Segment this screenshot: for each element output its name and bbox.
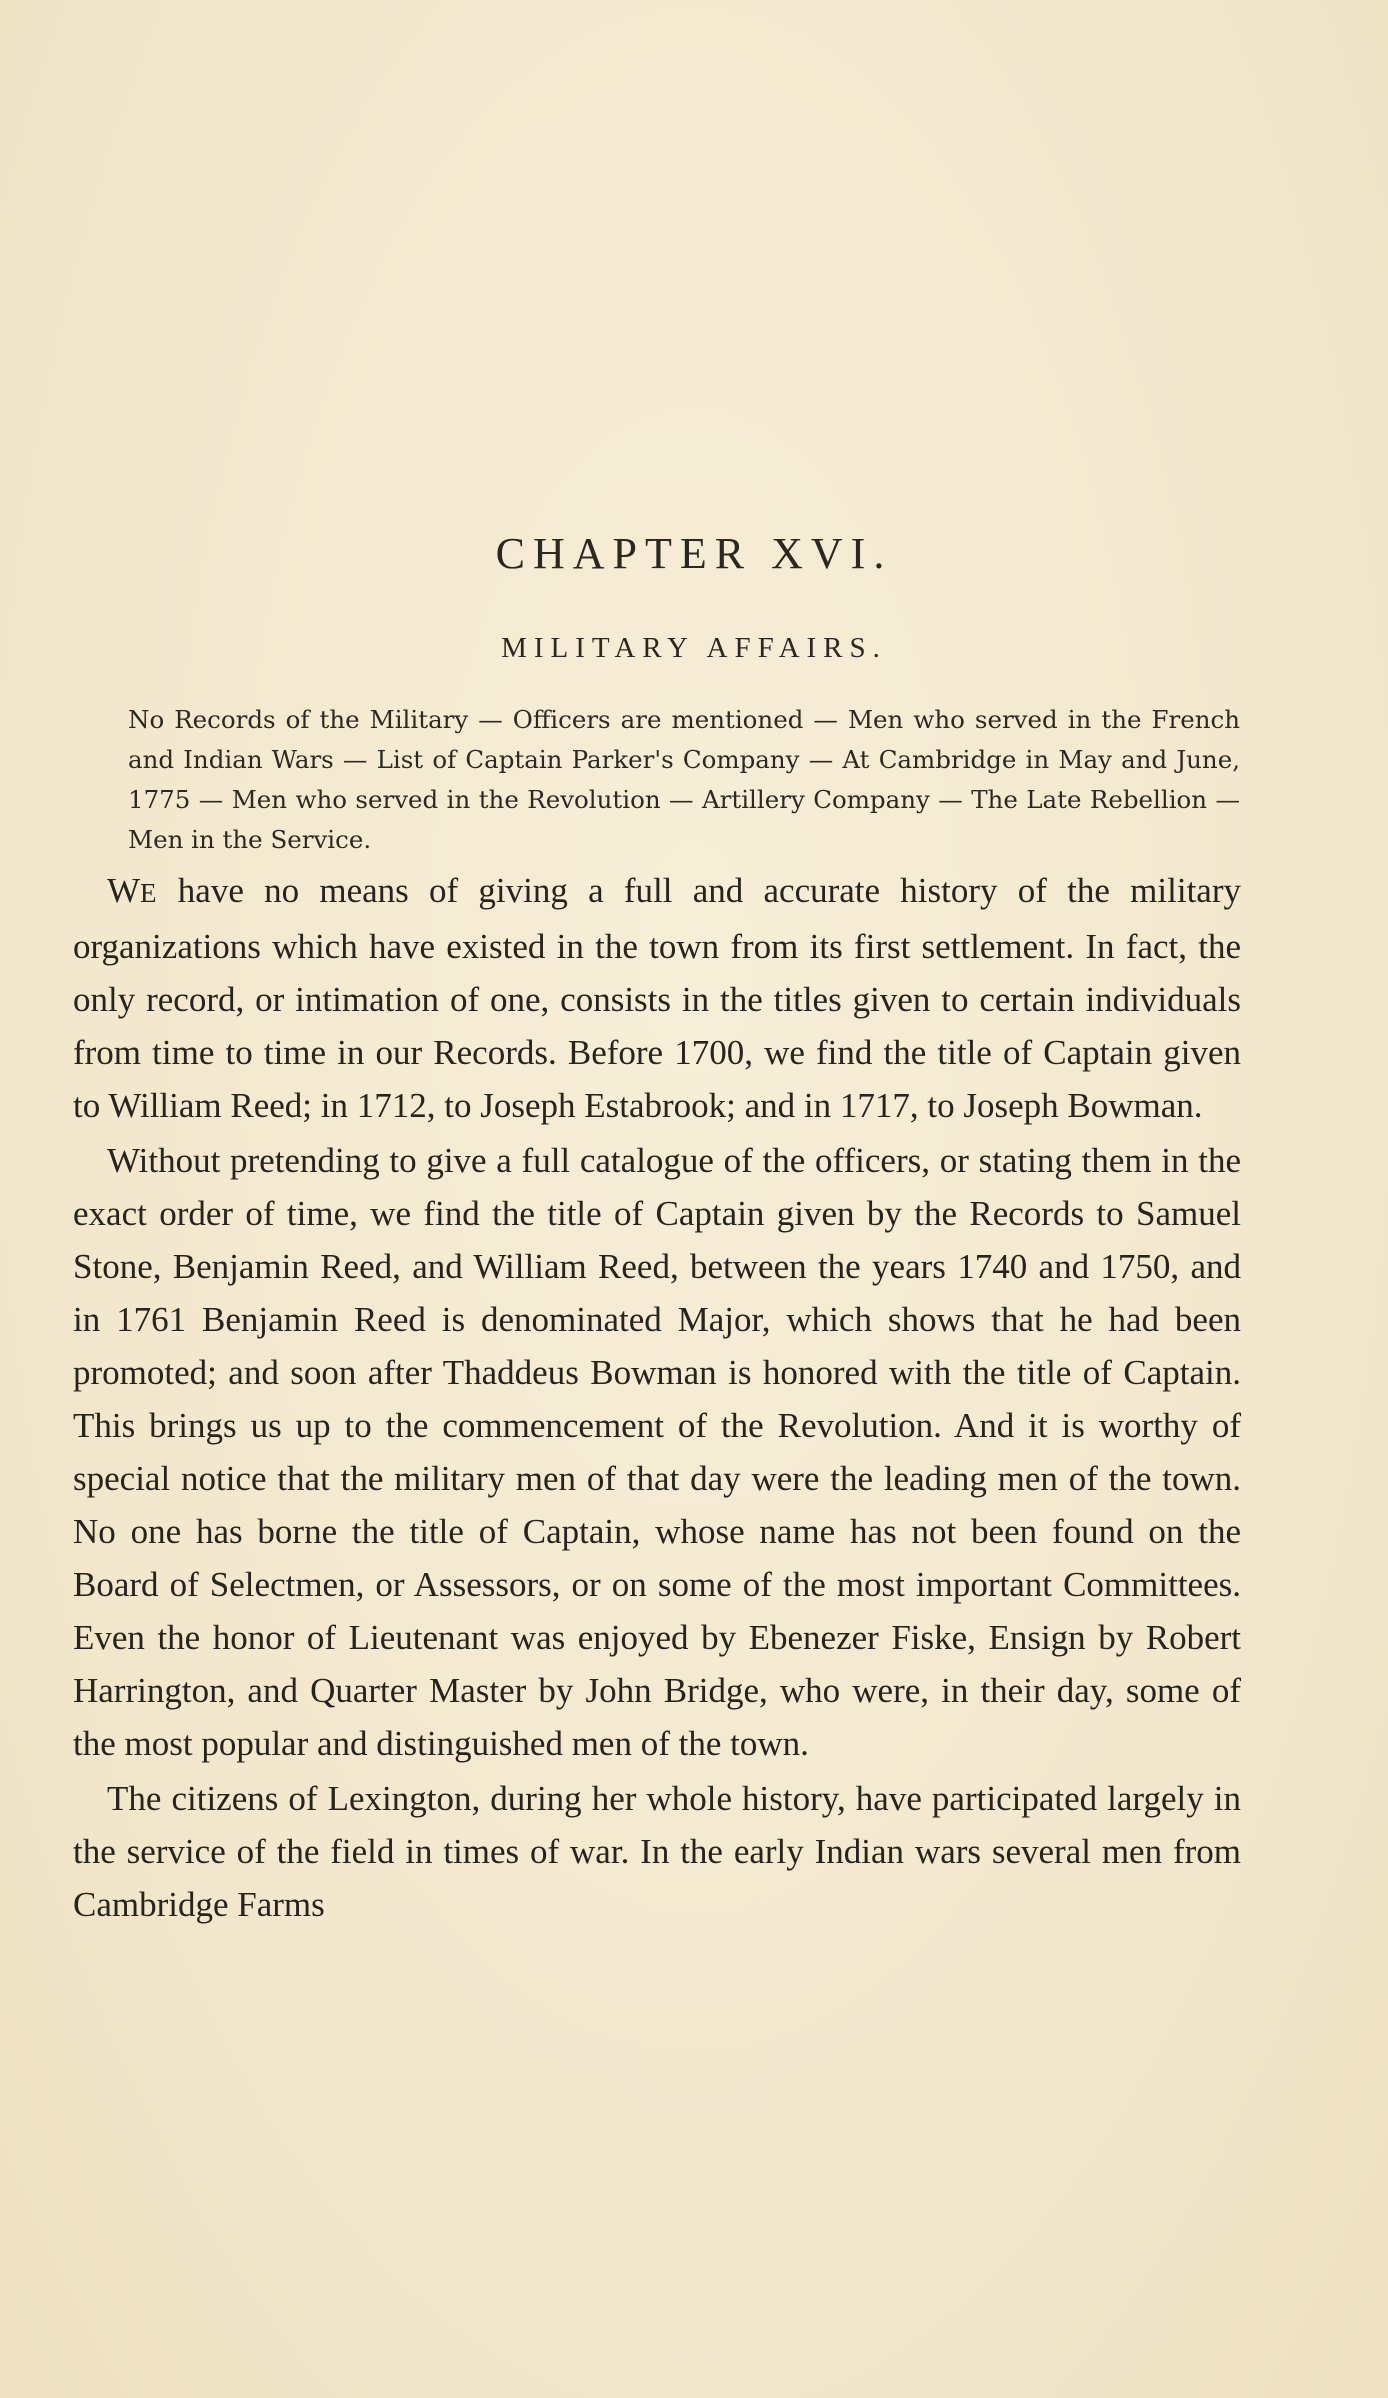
opening-smallcaps: E <box>140 878 158 908</box>
chapter-title: CHAPTER XVI. <box>495 529 893 578</box>
opening-initial: W <box>107 871 141 910</box>
chapter-body <box>73 864 1241 1931</box>
chapter-synopsis: No Records of the Military — Officers are mentioned — Men who served in the French and Indian Wars — List of Captain Parker's Company — At Cambridge in May and June, 1775 — Men who served in the Revolution — Artillery Company — The Late Rebellion — Men in the Service. <box>128 705 1240 854</box>
paragraph-1-text: have no means of giving a full and accurate history of the military organizations which have existed in the town from its first settlement. In fact, the only record, or intimation of one, consists in the titles given to certain individuals from time to time in our Records. Before 1700, we find the title of Captain given to William Reed; in 1712, to Joseph Estabrook; and in 1717, to Joseph Bowman. <box>73 871 1241 1125</box>
paragraph-3: The citizens of Lexington, during her whole history, have participated largely in the service of the field in times of war. In the early Indian wars several men from Cambridge Farms <box>73 1779 1241 1924</box>
section-title: MILITARY AFFAIRS. <box>501 632 887 664</box>
paragraph-2: Without pretending to give a full catalogue of the officers, or stating them in the exact order of time, we find the title of Captain given by the Records to Samuel Stone, Benjamin Reed, and William Reed, between the years 1740 and 1750, and in 1761 Benjamin Reed is denominated Major, which shows that he had been promoted; and soon after Thaddeus Bowman is honored with the title of Captain. This brings us up to the commencement of the Revolution. And it is worthy of special notice that the military men of that day were the leading men of the town. No one has borne the title of Captain, whose name has not been found on the Board of Selectmen, or Assessors, or on some of the most important Committees. Even the honor of Lieutenant was enjoyed by Ebenezer Fiske, Ensign by Robert Harrington, and Quarter Master by John Bridge, who were, in their day, some of the most popular and distinguished men of the town. <box>73 1141 1241 1763</box>
paragraph-1 <box>73 864 1241 1132</box>
